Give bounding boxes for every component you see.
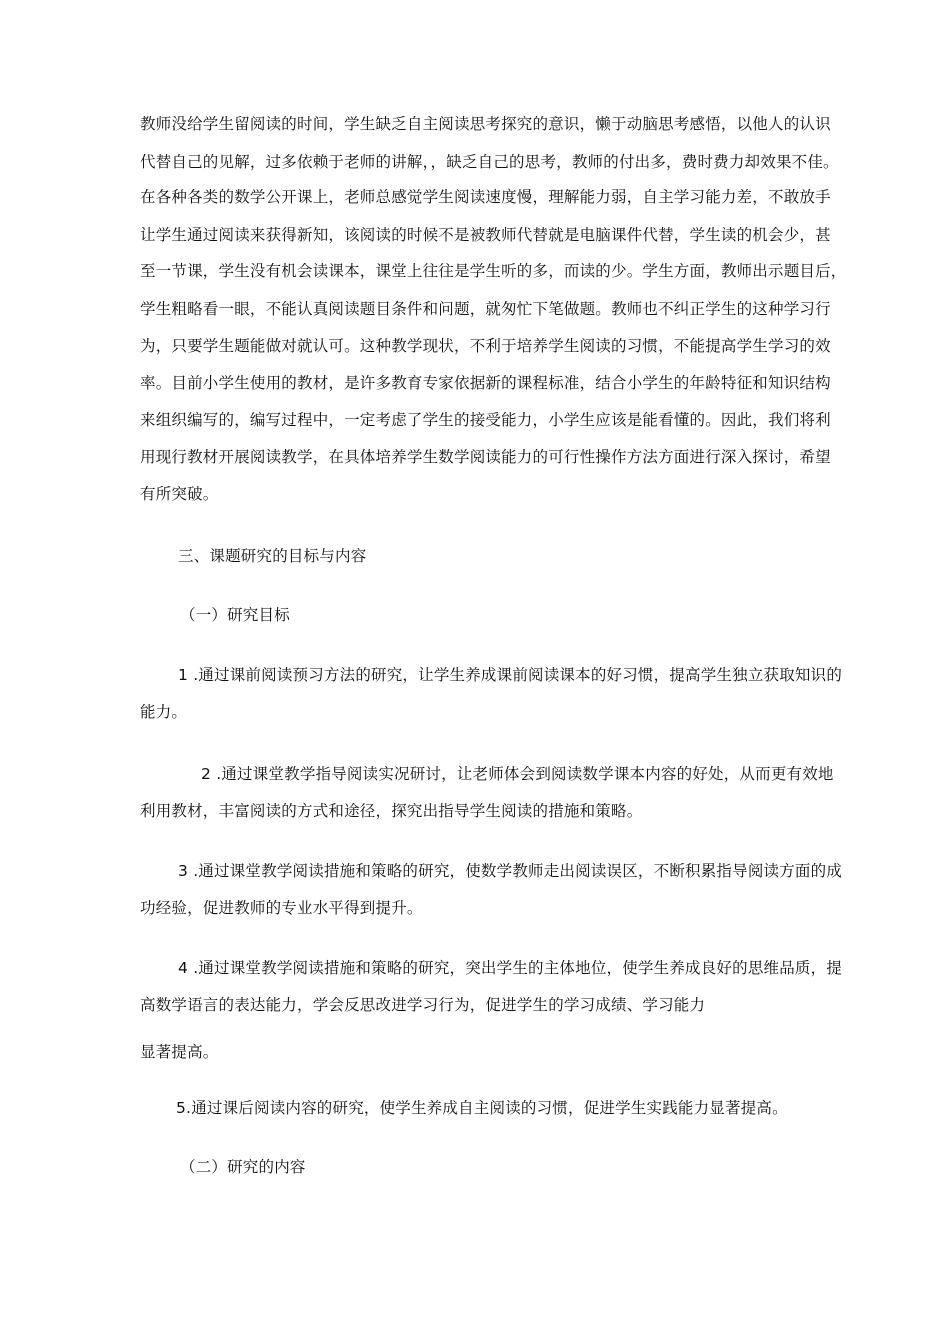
paragraph-line: 为，只要学生题能做对就认可。这种教学现状，不利于培养学生阅读的习惯，不能提高学生学习的效	[140, 337, 831, 355]
section-heading: 三、课题研究的目标与内容	[178, 547, 367, 565]
paragraph-line: 学生粗略看一眼，不能认真阅读题目条件和问题，就匆忙下笔做题。教师也不纠正学生的这种学习行	[140, 300, 831, 318]
goal-item: 3 .通过课堂教学阅读措施和策略的研究，使数学教师走出阅读误区，不断积累指导阅读方面的成	[178, 862, 843, 880]
goal-item: 4 .通过课堂教学阅读措施和策略的研究，突出学生的主体地位，使学生养成良好的思维品质，提	[178, 959, 843, 977]
paragraph-line: 来组织编写的，编写过程中，一定考虑了学生的接受能力，小学生应该是能看懂的。因此，我们将利	[140, 411, 831, 429]
paragraph-line: 代替自己的见解，过多依赖于老师的讲解，，缺乏自己的思考，教师的付出多，费时费力却效果不佳。	[140, 153, 839, 171]
goal-item-continuation: 高数学语言的表达能力，学会反思改进学习行为，促进学生的学习成绩、学习能力	[140, 996, 706, 1014]
subsection-heading: （一）研究目标	[180, 606, 290, 624]
paragraph-line: 在各种各类的数学公开课上，老师总感觉学生阅读速度慢，理解能力弱，自主学习能力差，不敢放手	[140, 188, 831, 206]
paragraph-line: 至一节课，学生没有机会读课本，课堂上往往是学生听的多，而读的少。学生方面，教师出示题目后，	[140, 262, 847, 280]
subsection-heading: （二）研究的内容	[180, 1158, 306, 1176]
paragraph-line: 率。目前小学生使用的教材，是许多教育专家依据新的课程标准，结合小学生的年龄特征和知识结构	[140, 374, 831, 392]
goal-item-continuation: 功经验，促进教师的专业水平得到提升。	[140, 899, 423, 917]
goal-item-continuation: 能力。	[140, 703, 188, 721]
goal-item: 1 .通过课前阅读预习方法的研究，让学生养成课前阅读课本的好习惯，提高学生独立获取知识的	[178, 666, 843, 684]
paragraph-line: 让学生通过阅读来获得新知，该阅读的时候不是被教师代替就是电脑课件代替，学生读的机会少，甚	[140, 226, 831, 244]
paragraph-line: 有所突破。	[140, 485, 219, 503]
paragraph-line: 用现行教材开展阅读教学，在具体培养学生数学阅读能力的可行性操作方法方面进行深入探讨，希望	[140, 448, 831, 466]
goal-item: 5.通过课后阅读内容的研究，使学生养成自主阅读的习惯，促进学生实践能力显著提高。	[176, 1099, 788, 1117]
goal-item-continuation: 显著提高。	[140, 1043, 219, 1061]
goal-item-continuation: 利用教材，丰富阅读的方式和途径，探究出指导学生阅读的措施和策略。	[140, 802, 643, 820]
paragraph-line: 教师没给学生留阅读的时间，学生缺乏自主阅读思考探究的意识，懒于动脑思考感悟，以他人的认识	[140, 115, 831, 133]
goal-item: 2 .通过课堂教学指导阅读实况研讨，让老师体会到阅读数学课本内容的好处，从而更有效地	[201, 765, 834, 783]
